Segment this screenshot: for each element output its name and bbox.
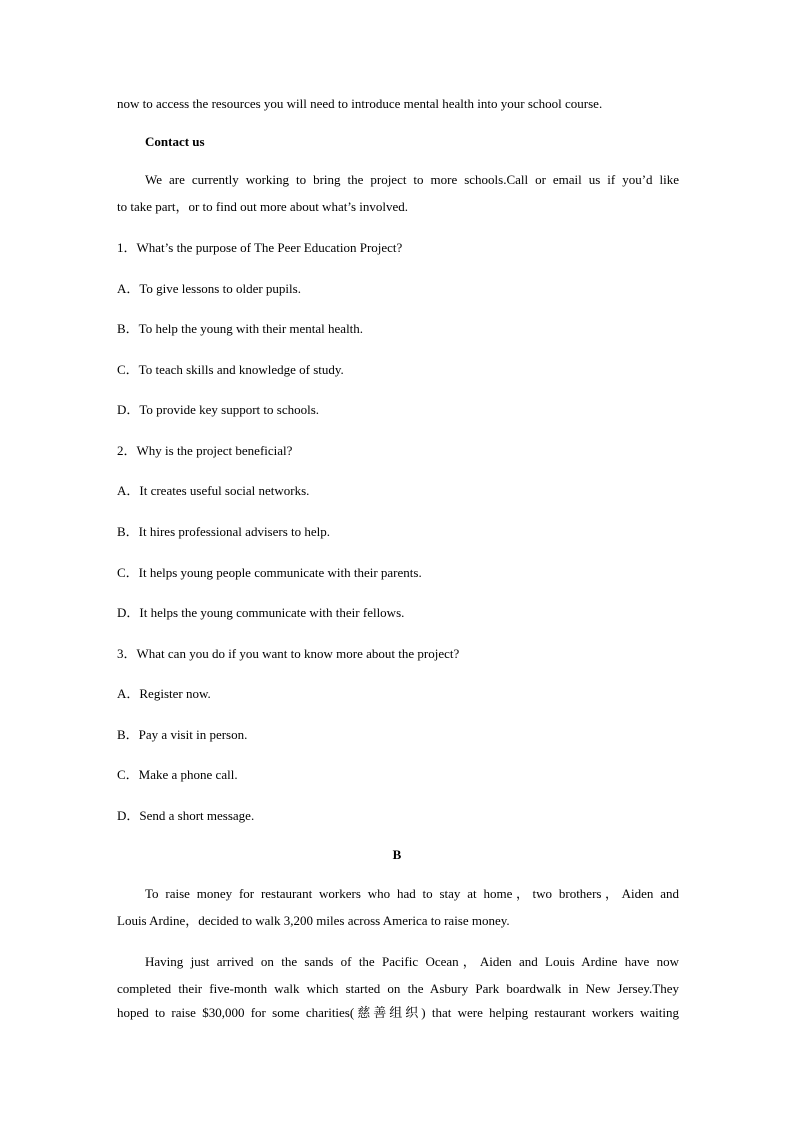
- question-3-option-d: D．Send a short message.: [117, 808, 255, 823]
- question-2-option-b: B．It hires professional advisers to help.: [117, 524, 331, 539]
- question-2-option-d: D．It helps the young communicate with their fellows.: [117, 605, 405, 620]
- passage-b-paragraph-2-line-2: completed their five-month walk which started on the Asbury Park boardwalk in New Jersey.They: [117, 981, 679, 996]
- contact-paragraph-line-2: to take part，or to find out more about what’s involved.: [117, 199, 408, 214]
- question-1-option-b: B．To help the young with their mental health.: [117, 321, 364, 336]
- question-1-stem: 1．What’s the purpose of The Peer Education Project?: [117, 240, 403, 255]
- question-2-stem: 2．Why is the project beneficial?: [117, 443, 293, 458]
- passage-b-paragraph-2-line-3: hoped to raise $30,000 for some charities(慈善组织) that were helping restaurant workers waiting: [117, 1005, 679, 1020]
- passage-b-paragraph-2-line-1: Having just arrived on the sands of the Pacific Ocean，Aiden and Louis Ardine have now: [145, 954, 679, 969]
- question-1-option-d: D．To provide key support to schools.: [117, 402, 320, 417]
- question-2-option-c: C．It helps young people communicate with their parents.: [117, 565, 422, 580]
- passage-b-paragraph-1-line-2: Louis Ardine，decided to walk 3,200 miles across America to raise money.: [117, 913, 510, 928]
- question-1-option-c: C．To teach skills and knowledge of study.: [117, 362, 344, 377]
- question-3-option-b: B．Pay a visit in person.: [117, 727, 248, 742]
- question-3-stem: 3．What can you do if you want to know more about the project?: [117, 646, 460, 661]
- question-3-option-a: A．Register now.: [117, 686, 211, 701]
- question-1-option-a: A．To give lessons to older pupils.: [117, 281, 301, 296]
- passage-a-continuation: now to access the resources you will need to introduce mental health into your school course.: [117, 96, 603, 111]
- question-3-option-c: C．Make a phone call.: [117, 767, 238, 782]
- question-2-option-a: A．It creates useful social networks.: [117, 483, 310, 498]
- passage-b-heading: B: [392, 847, 402, 862]
- contact-paragraph-line-1: We are currently working to bring the project to more schools.Call or email us if you’d like: [145, 172, 679, 187]
- passage-b-paragraph-1-line-1: To raise money for restaurant workers who had to stay at home，two brothers，Aiden and: [145, 886, 679, 901]
- contact-heading: Contact us: [145, 134, 205, 149]
